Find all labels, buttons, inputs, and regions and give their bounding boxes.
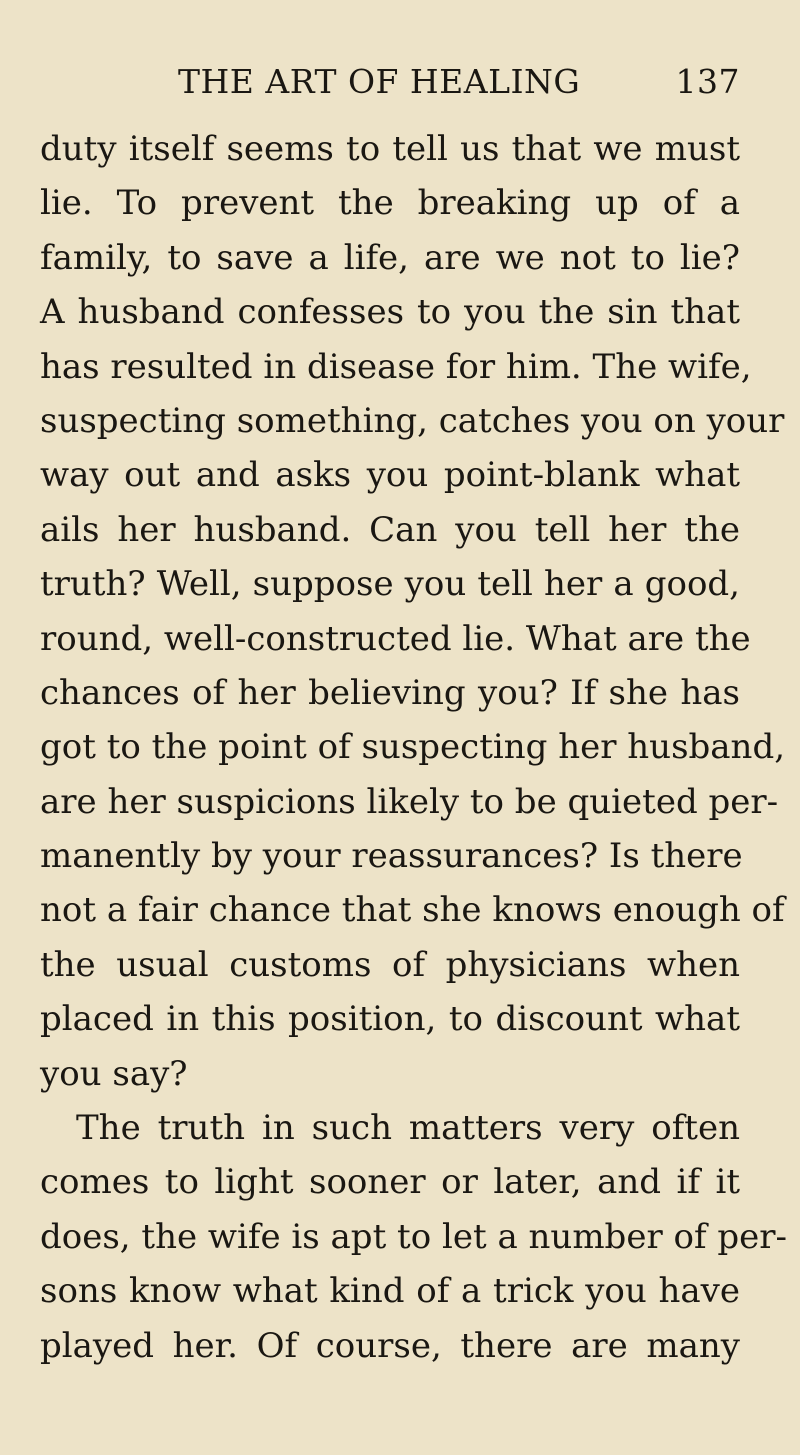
text-line: are her suspicions likely to be quieted per- — [40, 781, 779, 822]
text-line: duty itself seems to tell us that we must — [40, 129, 740, 169]
text-line: The truth in such matters very often — [76, 1108, 740, 1149]
text-line: manently by your reassurances? Is there — [40, 836, 743, 877]
text-line: round, well-constructed lie. What are the — [40, 618, 751, 659]
text-line: played her. Of course, there are many — [40, 1325, 740, 1366]
text-line: sons know what kind of a trick you have — [40, 1271, 740, 1312]
text-line: lie. To prevent the breaking up of a — [40, 183, 740, 224]
text-line: the usual customs of physicians when — [40, 944, 740, 985]
text-line: you say? — [40, 1053, 188, 1094]
text-line: suspecting something, catches you on your — [40, 400, 785, 441]
text-line: comes to light sooner or later, and if it — [40, 1162, 740, 1203]
text-line: does, the wife is apt to let a number of per- — [40, 1216, 787, 1257]
body-text — [40, 122, 787, 1373]
text-line: chances of her believing you? If she has — [40, 672, 740, 713]
text-line: placed in this position, to discount what — [40, 999, 740, 1040]
running-title: THE ART OF HEALING — [178, 62, 581, 101]
page-number: 137 — [675, 62, 740, 101]
running-head — [170, 62, 740, 106]
text-line: ails her husband. Can you tell her the — [40, 509, 740, 550]
text-line: truth? Well, suppose you tell her a good, — [40, 564, 740, 605]
text-line: has resulted in disease for him. The wife, — [40, 346, 752, 387]
text-line: family, to save a life, are we not to lie? — [40, 237, 740, 278]
text-line: way out and asks you point-blank what — [40, 455, 740, 496]
text-line: A husband confesses to you the sin that — [40, 292, 740, 333]
text-line: not a fair chance that she knows enough of — [40, 890, 785, 931]
text-line: got to the point of suspecting her husband, — [40, 727, 786, 768]
